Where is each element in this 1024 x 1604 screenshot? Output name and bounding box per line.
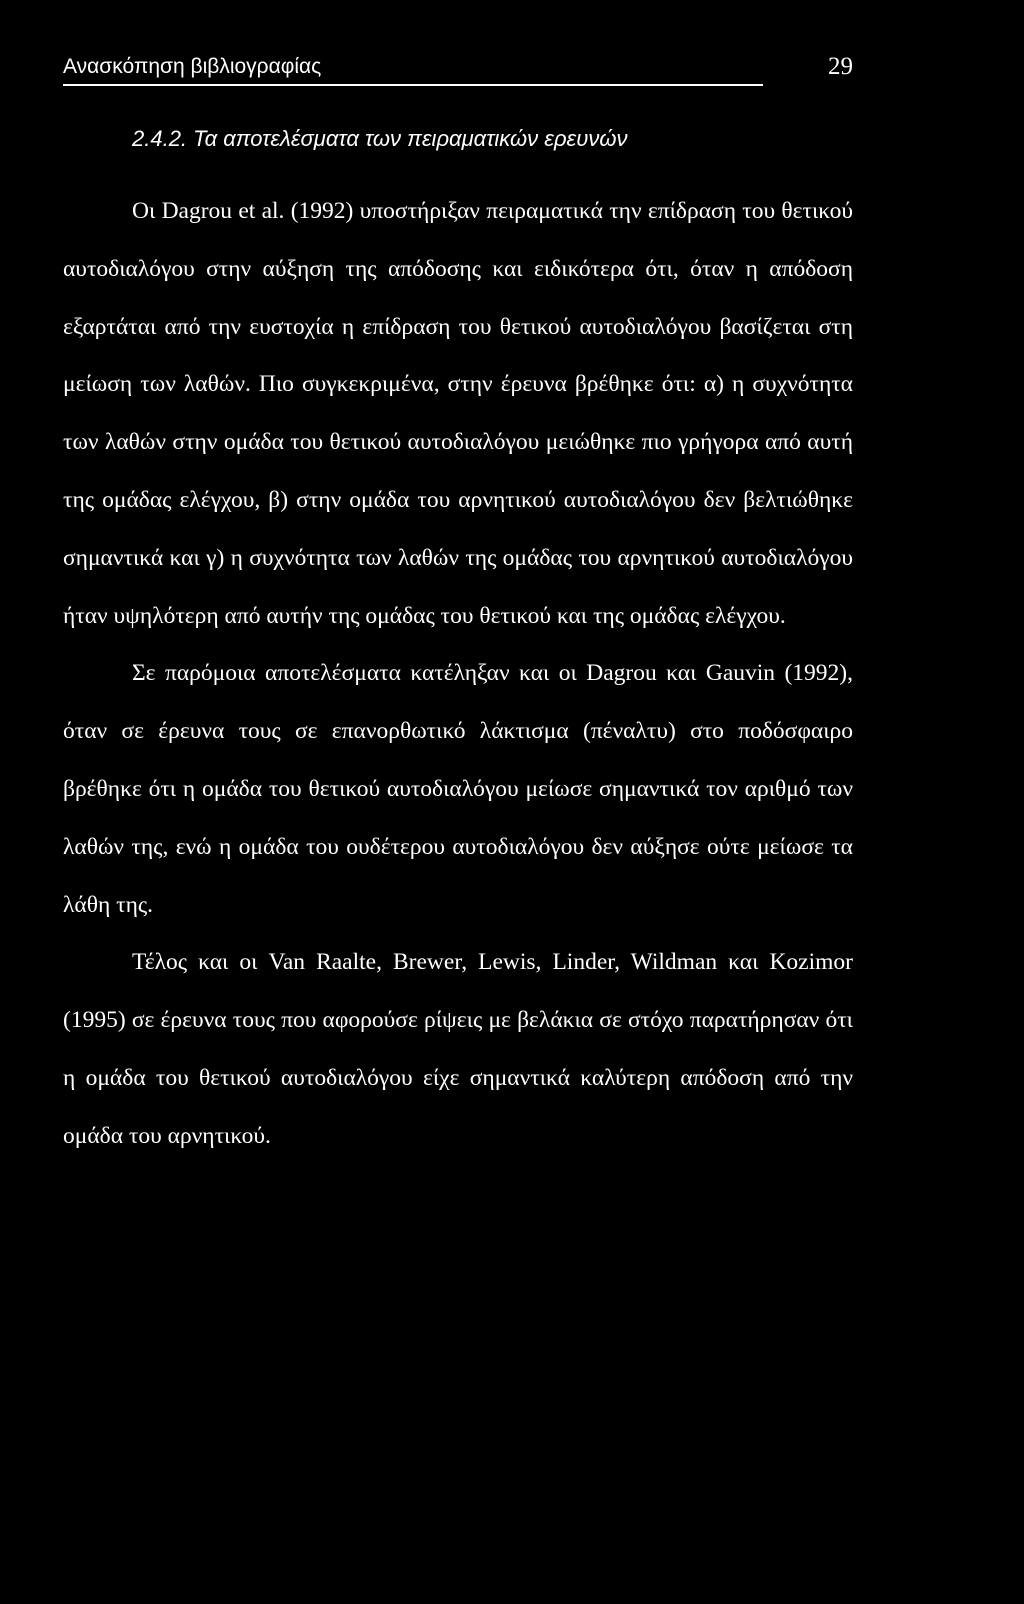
section-title: 2.4.2. Τα αποτελέσματα των πειραματικών ερευνών — [132, 126, 628, 151]
paragraph-dagrou-1992: Οι Dagrou et al. (1992) υποστήριξαν πειραματικά την επίδραση του θετικού αυτοδιαλόγου στην αύξηση της απόδοσης και ειδικότερα ότι, όταν η απόδοση εξαρτάται από την ευστοχία η επίδραση του θετικού αυτοδιαλόγου βασίζεται στη μείωση των λαθών. Πιο συγκεκριμένα, στην έρευνα βρέθηκε ότι: α) η συχνότητα των λαθών στην ομάδα του θετικού αυτοδιαλόγου μειώθηκε πιο γρήγορα από αυτή της ομάδας ελέγχου, β) στην ομάδα του αρνητικού αυτοδιαλόγου δεν βελτιώθηκε σημαντικά και γ) η συχνότητα των λαθών της ομάδας του αρνητικού αυτοδιαλόγου ήταν υψηλότερη από αυτήν της ομάδας του θετικού και της ομάδας ελέγχου. — [63, 198, 853, 629]
page-number: 29 — [828, 53, 853, 80]
body-text — [63, 183, 853, 1166]
page-header — [63, 50, 853, 90]
paragraph-dagrou-gauvin: Σε παρόμοια αποτελέσματα κατέληξαν και οι Dagrou και Gauvin (1992), όταν σε έρευνα τους σε επανορθωτικό λάκτισμα (πέναλτυ) στο ποδόσφαιρο βρέθηκε ότι η ομάδα του θετικού αυτοδιαλόγου μείωσε σημαντικά τον αριθμό των λαθών της, ενώ η ομάδα του ουδέτερου αυτοδιαλόγου δεν αύξησε ούτε μείωσε τα λάθη της. — [63, 660, 853, 918]
running-title: Ανασκόπηση βιβλιογραφίας — [63, 55, 322, 78]
paragraph-van-raalte: Τέλος και οι Van Raalte, Brewer, Lewis, Linder, Wildman και Kozimor (1995) σε έρευνα τους που αφορούσε ρίψεις με βελάκια σε στόχο παρατήρησαν ότι η ομάδα του θετικού αυτοδιαλόγου είχε σημαντικά καλύτερη απόδοση από την ομάδα του αρνητικού. — [63, 949, 853, 1149]
header-rule — [63, 84, 763, 86]
